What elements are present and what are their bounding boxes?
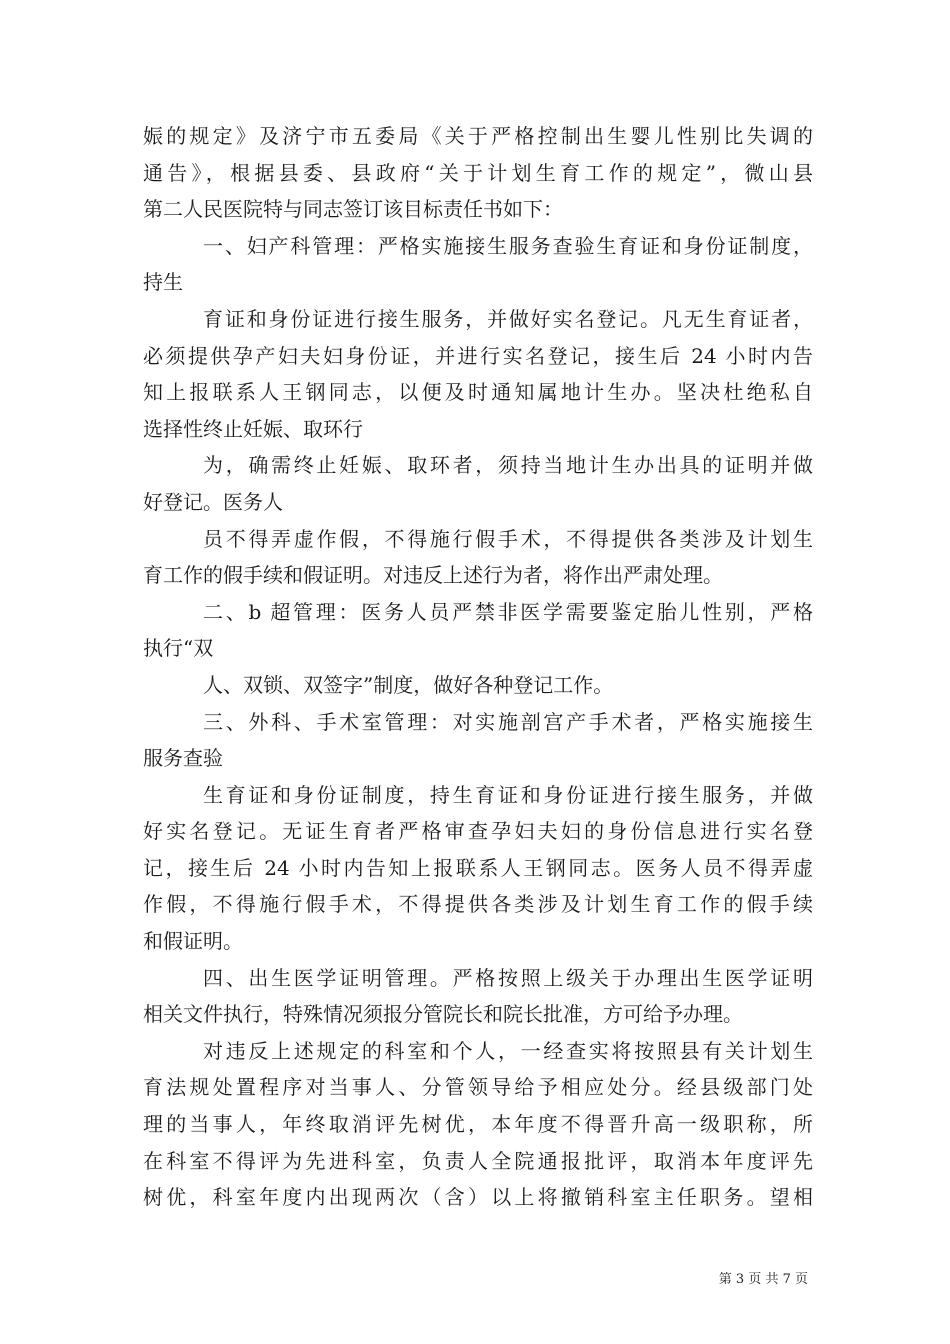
page-number: 第 3 页 共 7 页 <box>718 1272 808 1287</box>
text-line: 对违反上述规定的科室和个人，一经查实将按照县有关计划生 <box>203 1038 813 1063</box>
text-line: 作假，不得施行假手术，不得提供各类涉及计划生育工作的假手续 <box>143 892 813 917</box>
text-line: 育证和身份证进行接生服务，并做好实名登记。凡无生育证者， <box>203 306 813 331</box>
text-line: 树优，科室年度内出现两次（含）以上将撤销科室主任职务。望相 <box>143 1185 813 1210</box>
text-line: 服务查验 <box>143 746 223 771</box>
text-line: 生育证和身份证制度，持生育证和身份证进行接生服务，并做 <box>203 782 813 807</box>
text-line: 在科室不得评为先进科室，负责人全院通报批评，取消本年度评先 <box>143 1148 813 1173</box>
text-line: 三、外科、手术室管理：对实施剖宫产手术者，严格实施接生 <box>203 709 813 734</box>
text-line: 持生 <box>143 270 183 295</box>
text-line: 一、妇产科管理：严格实施接生服务查验生育证和身份证制度， <box>203 233 813 258</box>
text-line: 相关文件执行，特殊情况须报分管院长和院长批准，方可给予办理。 <box>143 1002 743 1027</box>
text-line: 娠的规定》及济宁市五委局《关于严格控制出生婴儿性别比失调的 <box>143 124 813 148</box>
text-line: 好实名登记。无证生育者严格审查孕妇夫妇的身份信息进行实名登 <box>143 819 813 844</box>
text-line: 员不得弄虚作假，不得施行假手术，不得提供各类涉及计划生 <box>203 526 813 551</box>
text-line: 和假证明。 <box>143 929 243 954</box>
text-line: 为，确需终止妊娠、取环者，须持当地计生办出具的证明并做 <box>203 453 813 478</box>
text-line: 第二人民医院特与同志签订该目标责任书如下： <box>143 197 563 222</box>
text-line: 通告》，根据县委、县政府“关于计划生育工作的规定”，微山县 <box>143 160 813 185</box>
text-line: 育法规处置程序对当事人、分管领导给予相应处分。经县级部门处 <box>143 1075 813 1100</box>
text-line: 必须提供孕产妇夫妇身份证，并进行实名登记，接生后 24 小时内告 <box>143 343 813 368</box>
text-line: 理的当事人，年终取消评先树优，本年度不得晋升高一级职称，所 <box>143 1112 813 1137</box>
text-line: 好登记。医务人 <box>143 489 283 514</box>
text-line: 二、b 超管理：医务人员严禁非医学需要鉴定胎儿性别，严格 <box>203 599 813 624</box>
text-line: 四、出生医学证明管理。严格按照上级关于办理出生医学证明 <box>203 965 813 990</box>
document-body <box>143 118 813 1216</box>
text-line: 记，接生后 24 小时内告知上报联系人王钢同志。医务人员不得弄虚 <box>143 855 813 880</box>
text-line: 人、双锁、双签字”制度，做好各种登记工作。 <box>203 672 614 697</box>
text-line: 执行“双 <box>143 636 214 661</box>
text-line: 选择性终止妊娠、取环行 <box>143 416 363 441</box>
text-line: 知上报联系人王钢同志，以便及时通知属地计生办。坚决杜绝私自 <box>143 380 813 405</box>
text-line: 育工作的假手续和假证明。对违反上述行为者，将作出严肃处理。 <box>143 563 723 588</box>
